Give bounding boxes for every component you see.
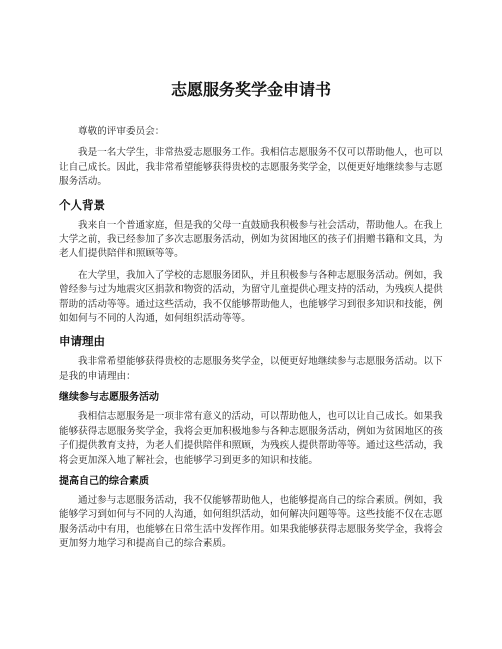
background-paragraph-1: 我来自一个普通家庭，但是我的父母一直鼓励我积极参与社会活动，帮助他人。在我上大学之前，我已经参加了多次志愿服务活动，例如为贫困地区的孩子们捐赠书籍和文具，为老人们提供陪伴和照顾等等。 — [59, 219, 443, 260]
subheading-continue-volunteering: 继续参与志愿服务活动 — [59, 392, 159, 404]
improve-quality-paragraph: 通过参与志愿服务活动，我不仅能够帮助他人，也能够提高自己的综合素质。例如，我能够学习到如何与不同的人沟通，如何组织活动，如何解决问题等等。这些技能不仅在志愿服务活动中有用，也能够在日常生活中发挥作用。如果我能够获得志愿服务奖学金，我将会更加努力地学习和提高自己的综合素质。 — [59, 494, 443, 550]
subheading-improve-quality: 提高自己的综合素质 — [59, 475, 149, 487]
section-heading-background: 个人背景 — [59, 197, 105, 212]
reasons-intro-paragraph: 我非常希望能够获得贵校的志愿服务奖学金，以便更好地继续参与志愿服务活动。以下是我的申请理由： — [59, 356, 443, 382]
salutation: 尊敬的评审委员会： — [78, 126, 165, 137]
continue-volunteering-paragraph: 我相信志愿服务是一项非常有意义的活动，可以帮助他人，也可以让自己成长。如果我能够获得志愿服务奖学金，我将会更加积极地参与各种志愿服务活动，例如为贫困地区的孩子们提供教育支持，为老人们提供陪伴和照顾，为残疾人提供帮助等等。通过这些活动，我将会更加深入地了解社会，也能够学习到更多的知识和技能。 — [59, 411, 443, 466]
document-title: 志愿服务奖学金申请书 — [170, 80, 331, 99]
background-paragraph-2: 在大学里，我加入了学校的志愿服务团队，并且积极参与各种志愿服务活动。例如，我曾经参与过为地震灾区捐款和物资的活动，为留守儿童提供心理支持的活动，为残疾人提供帮助的活动等等。通过这些活动，我不仅能够帮助他人，也能够学习到很多知识和技能，例如如何与不同的人沟通，如何组织活动等等。 — [59, 269, 443, 325]
section-heading-reasons: 申请理由 — [59, 334, 105, 349]
document-body — [59, 125, 445, 552]
intro-paragraph: 我是一名大学生，非常热爱志愿服务工作。我相信志愿服务不仅可以帮助他人，也可以让自己成长。因此，我非常希望能够获得贵校的志愿服务奖学金，以便更好地继续参与志愿服务活动。 — [59, 147, 443, 188]
